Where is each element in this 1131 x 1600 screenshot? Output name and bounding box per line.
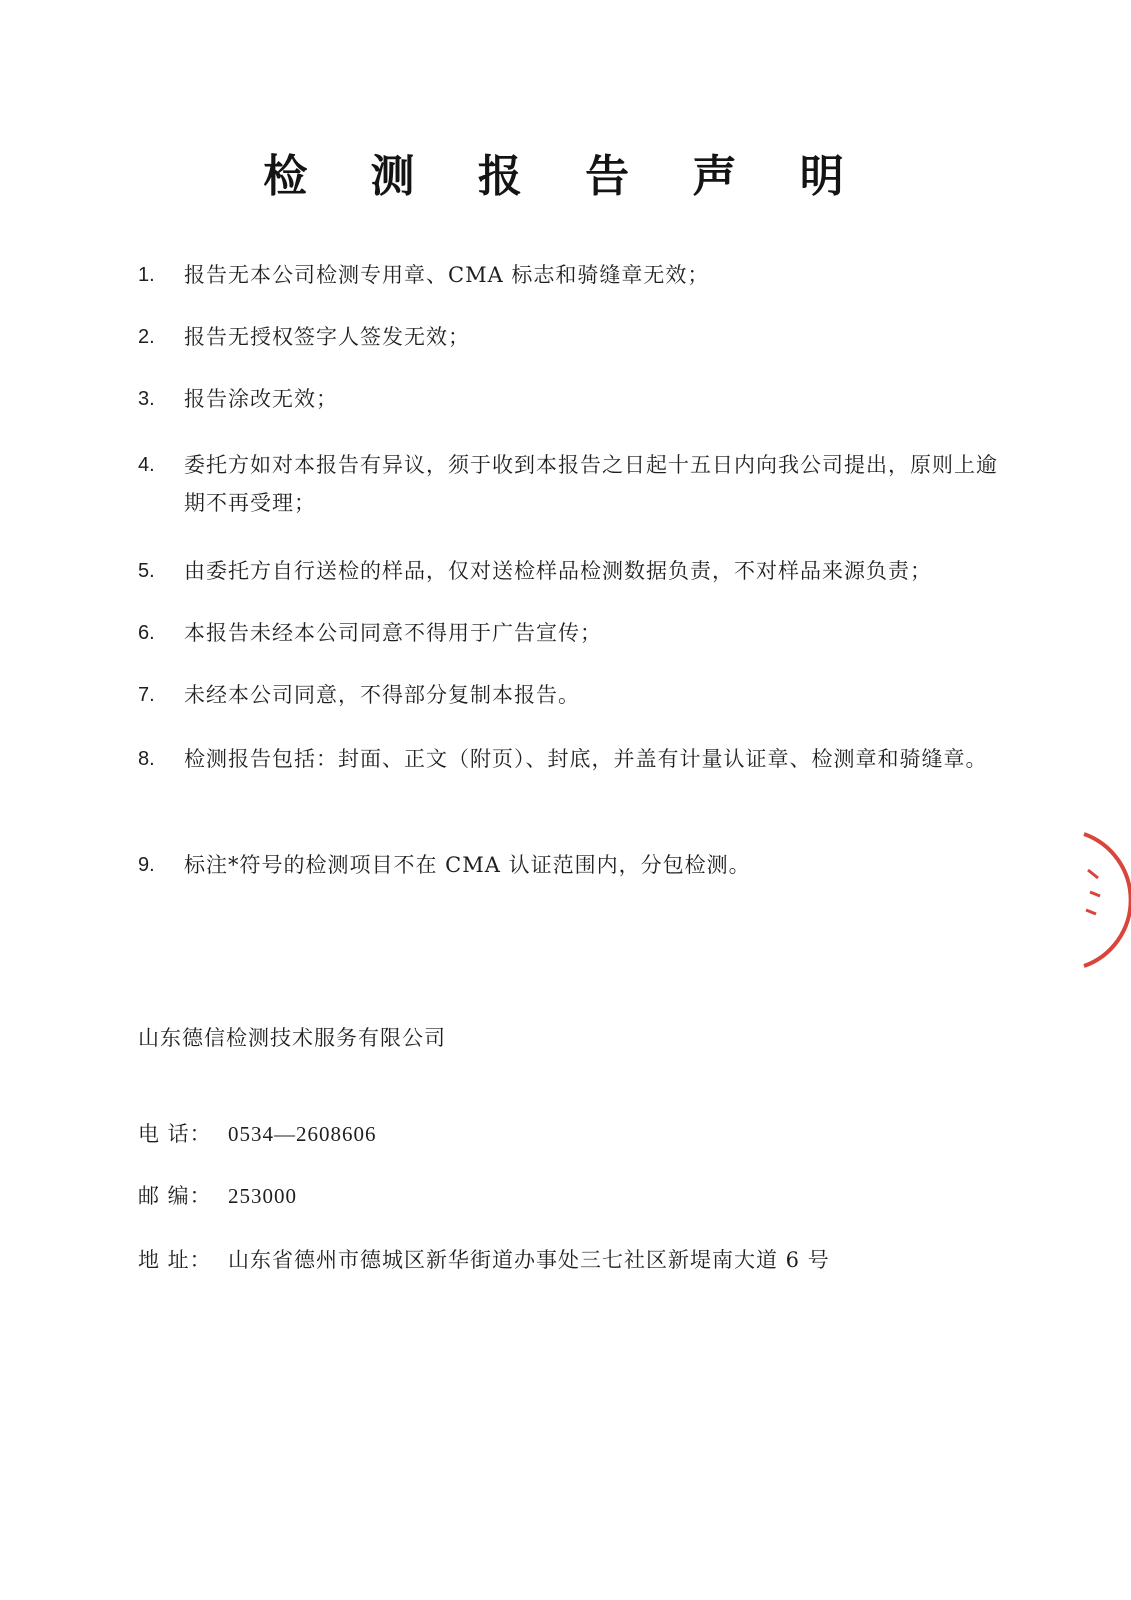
statement-item-6 (138, 614, 1018, 652)
item-number: 8. (138, 748, 155, 770)
statement-item-4 (138, 446, 1018, 522)
seal-arc-inner (1086, 870, 1100, 914)
postcode-value: 253000 (228, 1184, 297, 1208)
postcode-line (138, 1180, 297, 1210)
seal-arc (1084, 834, 1131, 966)
company-name: 山东德信检测技术服务有限公司 (138, 1026, 446, 1050)
item-text: 由委托方自行送检的样品，仅对送检样品检测数据负责，不对样品来源负责； (184, 559, 932, 583)
statement-item-5 (138, 552, 1018, 590)
item-text: 报告无本公司检测专用章、CMA 标志和骑缝章无效； (184, 263, 710, 287)
phone-line (138, 1118, 377, 1148)
statement-item-7 (138, 676, 1018, 714)
item-number: 2. (138, 326, 155, 348)
item-text: 报告无授权签字人签发无效； (184, 325, 470, 349)
item-text: 未经本公司同意，不得部分复制本报告。 (184, 683, 580, 707)
address-line (138, 1244, 830, 1274)
item-number: 6. (138, 622, 155, 644)
address-value: 山东省德州市德城区新华街道办事处三七社区新堤南大道 6 号 (228, 1248, 830, 1272)
statement-item-3 (138, 380, 1018, 418)
item-number: 7. (138, 684, 155, 706)
item-text: 本报告未经本公司同意不得用于广告宣传； (184, 621, 602, 645)
phone-value: 0534—2608606 (228, 1122, 377, 1146)
page-title: 检 测 报 告 声 明 (263, 151, 868, 202)
postcode-label: 邮 编： (138, 1184, 212, 1208)
statement-item-9 (138, 846, 1018, 884)
item-number: 4. (138, 454, 155, 476)
item-text: 委托方如对本报告有异议，须于收到本报告之日起十五日内向我公司提出，原则上逾期不再受理； (184, 453, 998, 515)
statement-item-8 (138, 740, 1018, 778)
statement-item-2 (138, 318, 1018, 356)
item-number: 5. (138, 560, 155, 582)
item-number: 3. (138, 388, 155, 410)
seal-stamp-edge (1080, 830, 1131, 970)
item-number: 1. (138, 264, 155, 286)
item-number: 9. (138, 854, 155, 876)
address-label: 地 址： (138, 1248, 212, 1272)
phone-label: 电 话： (138, 1122, 212, 1146)
statement-item-1 (138, 256, 1018, 294)
item-text: 检测报告包括：封面、正文（附页）、封底，并盖有计量认证章、检测章和骑缝章。 (184, 747, 988, 771)
item-text: 标注*符号的检测项目不在 CMA 认证范围内，分包检测。 (184, 853, 751, 877)
item-text: 报告涂改无效； (184, 387, 338, 411)
